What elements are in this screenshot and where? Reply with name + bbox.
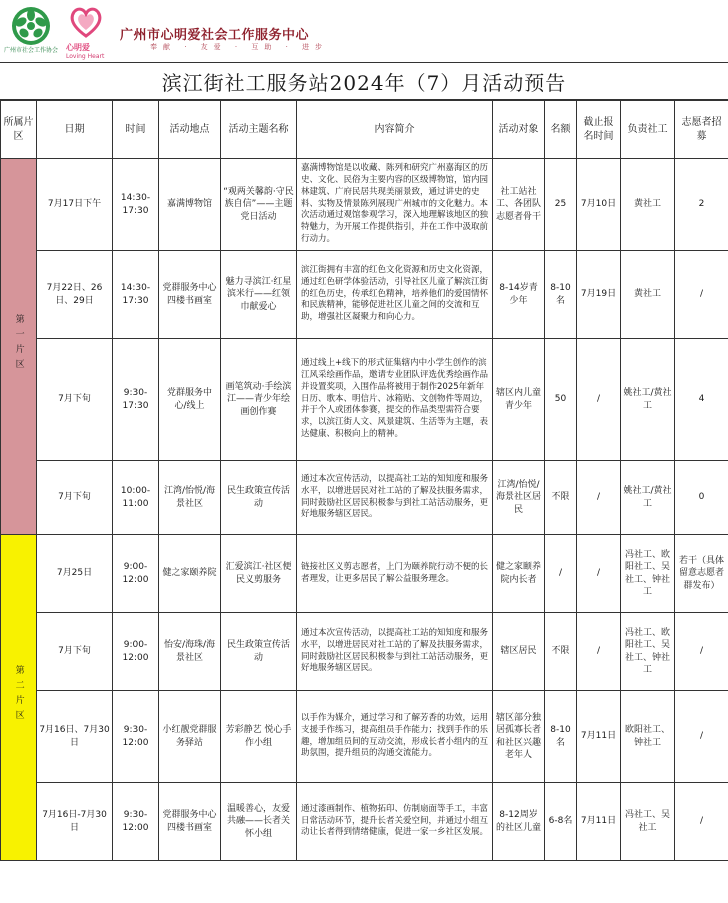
volunteer-cell: 0 — [675, 461, 728, 535]
organization-slogan: 奉献 · 友爱 · 互助 · 进步 — [150, 43, 329, 51]
time-cell: 9:30- 12:00 — [113, 691, 159, 783]
theme-cell: 芳彩静艺 悦心手作小组 — [221, 691, 297, 783]
page-title: 滨江街社工服务站2024年（7）月活动预告 — [161, 70, 567, 95]
target-cell: 8-12周岁的社区儿童 — [493, 783, 545, 861]
place-cell: 党群服务中心/线上 — [159, 339, 221, 461]
logo1-caption: 广州市社会工作协会 — [4, 47, 59, 54]
deadline-cell: / — [577, 535, 621, 613]
theme-cell: 魅力寻滨江·红星滨米行——红领巾献爱心 — [221, 251, 297, 339]
date-cell: 7月16日、7月30日 — [37, 691, 113, 783]
date-cell: 7月下旬 — [37, 613, 113, 691]
table-row — [1, 251, 728, 339]
volunteer-cell: 2 — [675, 159, 728, 251]
theme-cell: 汇爱滨江·社区便民义剪服务 — [221, 535, 297, 613]
deadline-cell: 7月11日 — [577, 783, 621, 861]
time-cell: 9:00- 12:00 — [113, 613, 159, 691]
column-header: 日期 — [37, 101, 113, 159]
logo2-name: 心明爱 — [66, 43, 90, 52]
date-cell: 7月16日-7月30日 — [37, 783, 113, 861]
target-cell: 8-14岁青少年 — [493, 251, 545, 339]
target-cell: 辖区部分独居孤寡长者和社区兴趣老年人 — [493, 691, 545, 783]
staff-cell: 黄社工 — [621, 159, 675, 251]
description-cell: 通过线上+线下的形式征集辖内中小学生创作的滨江风采绘画作品，邀请专业团队评选优秀绘画作品并设置奖项，入围作品将被用于制作2025年新年日历、歌本、明信片、冰箱贴、文创物件等周边，并于个人或团体参赛，提交的作品类型需符合要求，以滨江街人文、风景建筑、生活等为主题，表达健康、积极向上的精神。 — [297, 339, 493, 461]
staff-cell: 欧阳社工、钟社工 — [621, 691, 675, 783]
staff-cell: 姚社工/黄社工 — [621, 339, 675, 461]
date-cell: 7月17日下午 — [37, 159, 113, 251]
volunteer-cell: / — [675, 613, 728, 691]
volunteer-cell: 4 — [675, 339, 728, 461]
loving-heart-logo-icon — [68, 4, 104, 40]
table-row — [1, 783, 728, 861]
table-row — [1, 339, 728, 461]
deadline-cell: 7月11日 — [577, 691, 621, 783]
time-cell: 10:00- 11:00 — [113, 461, 159, 535]
area-cell-2 — [1, 535, 37, 861]
target-cell: 健之家颐养院内长者 — [493, 535, 545, 613]
volunteer-cell: / — [675, 691, 728, 783]
description-cell: 通过本次宣传活动，以提高社工站的知知度和服务水平，以增进居民对社工站的了解及扶服务需求，同时鼓励社区居民积极参与到社工站活动服务，更好地服务辖区居民。 — [297, 613, 493, 691]
target-cell: 辖区居民 — [493, 613, 545, 691]
column-header: 名额 — [545, 101, 577, 159]
time-cell: 9:30- 17:30 — [113, 339, 159, 461]
table-header-row — [1, 101, 728, 159]
quota-cell: 不限 — [545, 461, 577, 535]
target-cell: 辖区内儿童青少年 — [493, 339, 545, 461]
time-cell: 9:30- 12:00 — [113, 783, 159, 861]
quota-cell: 8-10名 — [545, 251, 577, 339]
activity-schedule-table — [0, 100, 728, 861]
place-cell: 嘉满博物馆 — [159, 159, 221, 251]
area-cell-1 — [1, 159, 37, 535]
date-cell: 7月25日 — [37, 535, 113, 613]
quota-cell: 8-10名 — [545, 691, 577, 783]
table-row — [1, 613, 728, 691]
volunteer-cell: / — [675, 251, 728, 339]
table-row — [1, 535, 728, 613]
column-header: 内容简介 — [297, 101, 493, 159]
volunteer-cell: 若干（具体留意志愿者群发布） — [675, 535, 728, 613]
description-cell: 链接社区义剪志愿者，上门为颐养院行动不便的长者理发，让更多居民了解公益服务理念。 — [297, 535, 493, 613]
description-cell: 通过漆画制作、植物拓印、仿制扇面等手工，丰富日常活动环节，提升长者关爱空间，并通过小组互动让长者得到情绪健康，促进一家一乡社区发展。 — [297, 783, 493, 861]
place-cell: 健之家颐养院 — [159, 535, 221, 613]
quota-cell: 50 — [545, 339, 577, 461]
staff-cell: 冯社工、吴社工 — [621, 783, 675, 861]
column-header: 活动对象 — [493, 101, 545, 159]
theme-cell: 民生政策宣传活动 — [221, 461, 297, 535]
page-header — [0, 0, 728, 62]
column-header: 所属片区 — [1, 101, 37, 159]
time-cell: 14:30- 17:30 — [113, 159, 159, 251]
deadline-cell: / — [577, 613, 621, 691]
deadline-cell: 7月19日 — [577, 251, 621, 339]
date-cell: 7月22日、26日、29日 — [37, 251, 113, 339]
date-cell: 7月下旬 — [37, 461, 113, 535]
time-cell: 9:00- 12:00 — [113, 535, 159, 613]
table-row — [1, 691, 728, 783]
title-bar — [0, 62, 728, 100]
time-cell: 14:30- 17:30 — [113, 251, 159, 339]
target-cell: 社工站社工、各团队志愿者骨干 — [493, 159, 545, 251]
logo2-caption — [66, 42, 104, 60]
organization-name: 广州市心明爱社会工作服务中心 — [120, 28, 310, 43]
volunteer-cell: / — [675, 783, 728, 861]
staff-cell: 姚社工/黄社工 — [621, 461, 675, 535]
table-row — [1, 461, 728, 535]
description-cell: 滨江街拥有丰富的红色文化资源和历史文化资源，通过红色研学体验活动，引导社区儿童了解滨江街的红色历史，传承红色精神，培养他们的爱国情怀和民族精神，能够促进社区儿童之间的交流和互助，增强社区凝聚力和向心力。 — [297, 251, 493, 339]
staff-cell: 黄社工 — [621, 251, 675, 339]
place-cell: 党群服务中心四楼书画室 — [159, 783, 221, 861]
area-label: 第一片区 — [13, 314, 24, 375]
place-cell: 小红靓党群服务驿站 — [159, 691, 221, 783]
column-header: 志愿者招募 — [675, 101, 728, 159]
date-cell: 7月下旬 — [37, 339, 113, 461]
place-cell: 怡安/海珠/海景社区 — [159, 613, 221, 691]
column-header: 时间 — [113, 101, 159, 159]
deadline-cell: 7月10日 — [577, 159, 621, 251]
area-label: 第二片区 — [13, 665, 24, 726]
deadline-cell: / — [577, 339, 621, 461]
quota-cell: 6-8名 — [545, 783, 577, 861]
staff-cell: 冯社工、欧阳社工、吴社工、钟社工 — [621, 535, 675, 613]
column-header: 负责社工 — [621, 101, 675, 159]
description-cell: 通过本次宣传活动，以提高社工站的知知度和服务水平，以增进居民对社工站的了解及扶服务需求，同时鼓励社区居民积极参与到社工站活动服务，更好地服务辖区居民。 — [297, 461, 493, 535]
logo2-english: Loving Heart — [66, 53, 105, 60]
place-cell: 江湾/怡悦/海景社区 — [159, 461, 221, 535]
place-cell: 党群服务中心四楼书画室 — [159, 251, 221, 339]
column-header: 活动主题名称 — [221, 101, 297, 159]
theme-cell: 画笔筑动·手绘滨江——青少年绘画创作赛 — [221, 339, 297, 461]
description-cell: 嘉满博物馆是以收藏、陈列和研究广州嘉海区的历史、文化、民俗为主要内容的区级博物馆，馆内园林建筑、广府民居共现美丽景致，通过讲史的史料、实物及情景陈列展现广州城市的文化魅力。本次活动通过观馆参观学习，深入地理解该地区的独特魅力，为开展工作提供指引，并在工作中汲取前行动力。 — [297, 159, 493, 251]
staff-cell: 冯社工、欧阳社工、吴社工、钟社工 — [621, 613, 675, 691]
quota-cell: / — [545, 535, 577, 613]
theme-cell: “观两关馨韵·守民族自信”——主题党日活动 — [221, 159, 297, 251]
description-cell: 以手作为媒介，通过学习和了解芳香的功效，运用支援手作练习，提高组员手作能力；找到手作的乐趣，增加组员间的互动交流，形成长者小组内的互助氛围，提升组员的沟通交流能力。 — [297, 691, 493, 783]
theme-cell: 温暖善心，友爱共融——长者关怀小组 — [221, 783, 297, 861]
column-header: 活动地点 — [159, 101, 221, 159]
column-header: 截止报名时间 — [577, 101, 621, 159]
table-row — [1, 159, 728, 251]
quota-cell: 不限 — [545, 613, 577, 691]
deadline-cell: / — [577, 461, 621, 535]
quota-cell: 25 — [545, 159, 577, 251]
target-cell: 江湾/怡悦/海景社区居民 — [493, 461, 545, 535]
theme-cell: 民生政策宣传活动 — [221, 613, 297, 691]
